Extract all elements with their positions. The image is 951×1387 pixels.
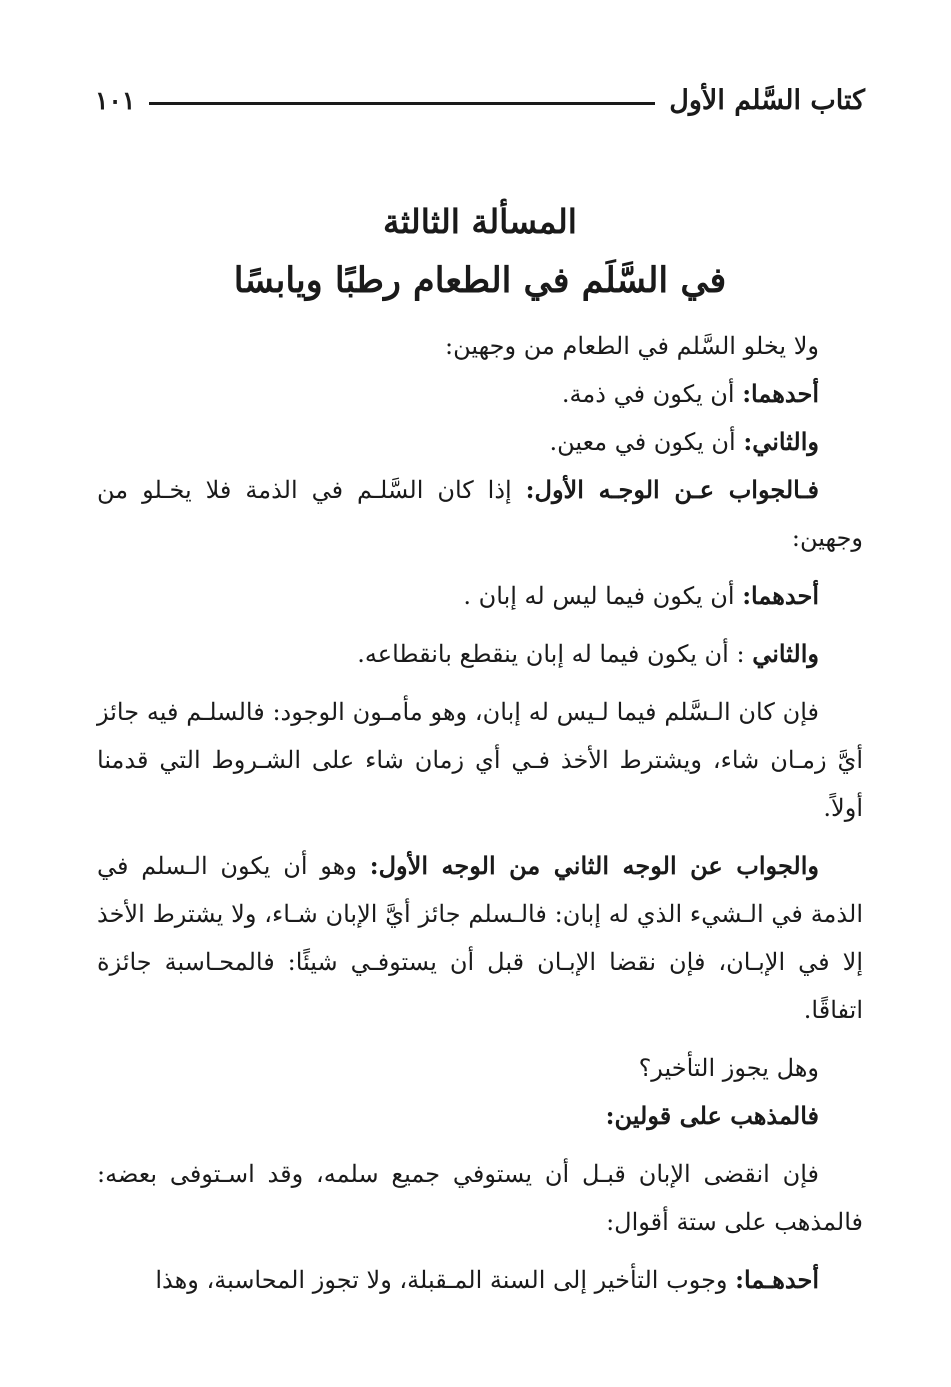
body-text	[97, 322, 863, 1304]
paragraph	[97, 630, 863, 678]
paragraph	[97, 1150, 863, 1246]
paragraph-text: ولا يخلو السَّلم في الطعام من وجهين:	[445, 332, 819, 360]
paragraph-text: أن يكون فيما ليس له إبان .	[463, 582, 743, 610]
book-title: كتاب السَّلم الأول	[669, 84, 865, 116]
paragraph	[97, 842, 863, 1034]
paragraph-text: وجوب التأخير إلى السنة المـقبلة، ولا تجوز المحاسبة، وهذا	[155, 1266, 736, 1294]
paragraph	[97, 688, 863, 832]
paragraph-text: فإن انقضى الإبان قبـل أن يستوفي جميع سلمه، وقد اسـتوفى بعضه: فالمذهب على ستة أقوال:	[97, 1160, 863, 1236]
paragraph-text: فإن كان الـسَّلم فيما لـيس له إبان، وهو مأمـون الوجود: فالسلـم فيه جائز أيَّ زمـان شاء، ويشترط الأخذ فـي أي زمان شاء على الشـروط التي قدمنا أولاً.	[97, 698, 863, 822]
paragraph	[97, 466, 863, 562]
paragraph	[97, 418, 863, 466]
paragraph-text: : أن يكون فيما له إبان ينقطع بانقطاعه.	[357, 640, 753, 668]
paragraph-lead: فالمذهب على قولين:	[605, 1101, 819, 1130]
paragraph-text: إذا كان السَّلـم في الذمة فلا يخـلو من وجهين:	[97, 476, 863, 552]
paragraph	[97, 1256, 863, 1304]
paragraph-lead: أحدهما:	[742, 581, 819, 610]
paragraph-text: أن يكون في ذمة.	[561, 380, 743, 408]
topic-heading: في السَّلَم في الطعام رطبًا ويابسًا	[233, 260, 727, 301]
paragraph	[97, 1092, 863, 1140]
paragraph	[97, 1044, 863, 1092]
paragraph-lead: أحدهـما:	[735, 1265, 819, 1294]
paragraph-lead: والثاني	[752, 639, 819, 668]
paragraph-text: أن يكون في معين.	[549, 428, 744, 456]
paragraph-text: وهو أن يكون الـسلم في الذمة في الـشيء الذي له إبان: فالـسلم جائز أيَّ الإبان شـاء، ولا يشترط الأخذ إلا في الإبـان، فإن نقضا الإبـان قبل أن يستوفـي شيئًا: فالمحـاسبة جائزة اتفاقًا.	[97, 852, 863, 1024]
paragraph	[97, 322, 863, 370]
issue-heading: المسألة الثالثة	[383, 202, 577, 241]
header-rule	[149, 102, 655, 105]
running-header	[95, 78, 865, 122]
paragraph-text: وهل يجوز التأخير؟	[638, 1054, 819, 1082]
page-number: ١٠١	[95, 85, 136, 115]
paragraph-lead: فـالجواب عـن الوجـه الأول:	[525, 475, 819, 504]
paragraph	[97, 572, 863, 620]
paragraph-lead: والجواب عن الوجه الثاني من الوجه الأول:	[369, 851, 820, 880]
paragraph-lead: والثاني:	[743, 427, 819, 456]
paragraph-lead: أحدهما:	[742, 379, 819, 408]
paragraph	[97, 370, 863, 418]
